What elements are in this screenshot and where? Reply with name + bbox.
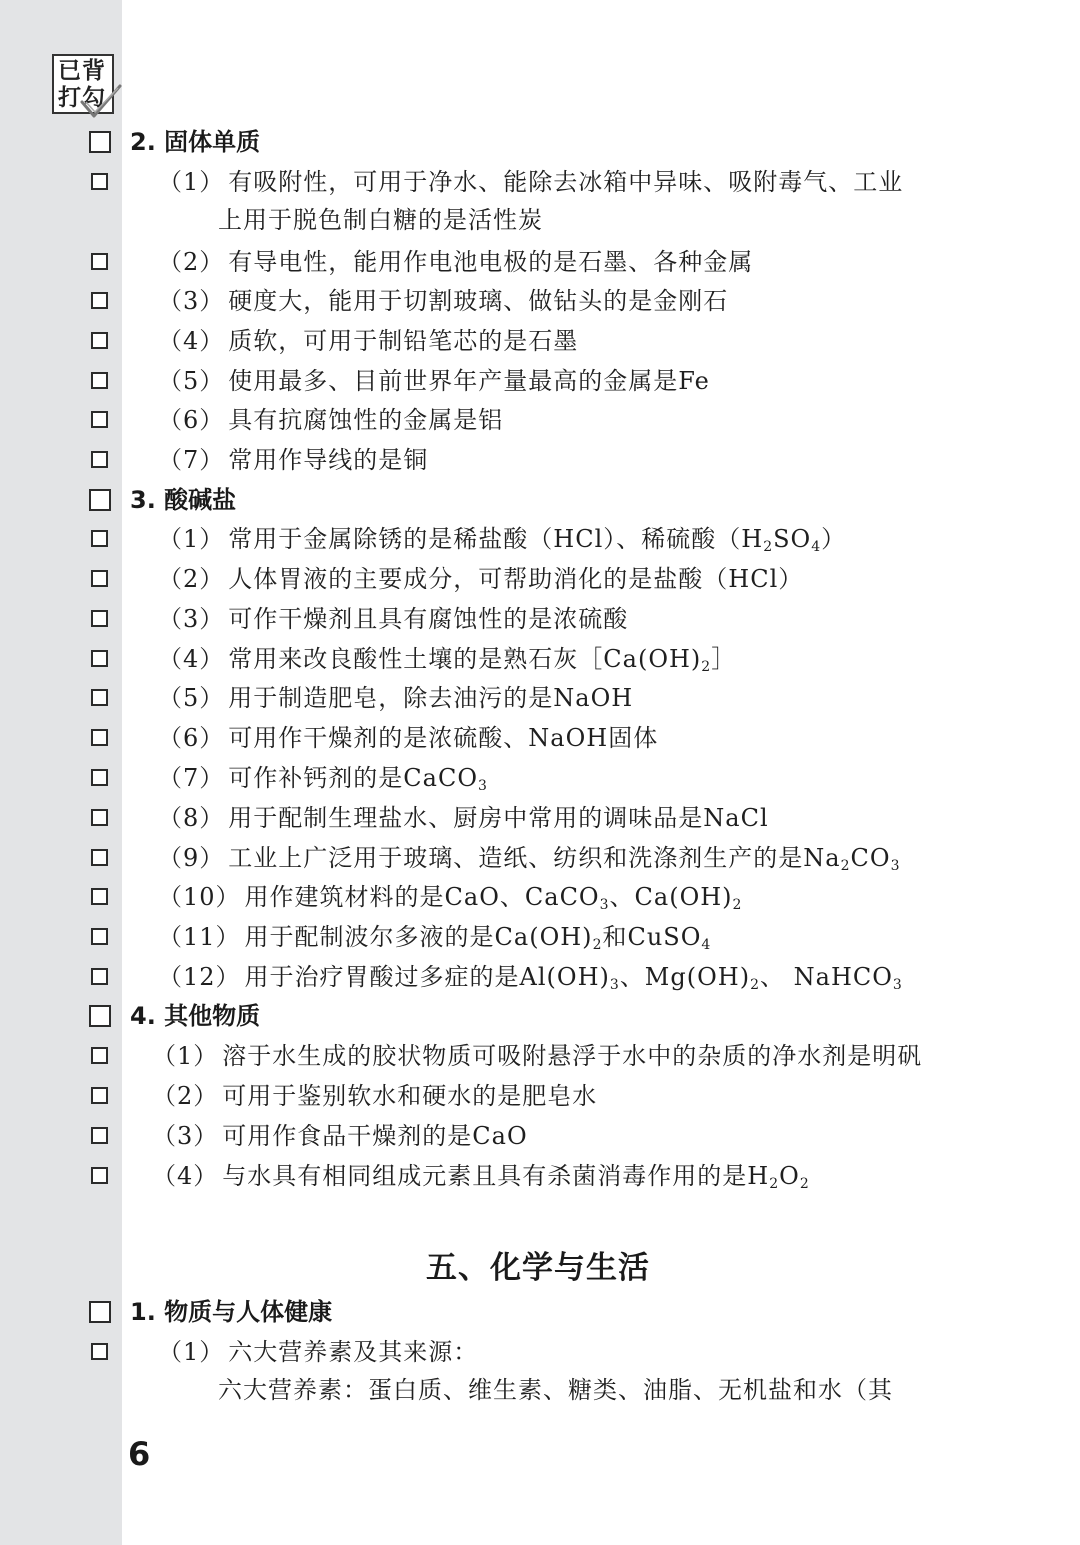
item-body: 可作干燥剂且具有腐蚀性的是浓硫酸 [228,605,629,633]
item-text [158,681,633,715]
checkbox[interactable] [91,610,108,627]
list-item [0,958,1080,998]
item-text [152,1079,597,1113]
item-number: （3） [158,605,225,633]
item-text [152,1119,528,1153]
item-text [158,801,769,835]
checkbox[interactable] [91,888,108,905]
page-number: 6 [128,1435,151,1473]
item-body: 常用于金属除锈的是稀盐酸（HCl）、稀硫酸$(H_2SO_4)$ [228,525,847,555]
item-text [158,562,803,596]
list-item [0,1037,1080,1077]
checkbox[interactable] [91,928,108,945]
badge-line-1: 已背 [58,58,106,84]
item-number: （1） [158,525,225,553]
item-body: 硬度大，能用于切割玻璃、做钻头的是金刚石 [228,287,729,315]
item-body: 可作补钙剂的是CaCO$_3$ [228,764,488,794]
item-number: （9） [158,844,225,872]
list-item [0,878,1080,918]
section-heading-row [0,123,1080,163]
item-number: （7） [158,446,225,474]
item-number: （1） [158,1338,225,1366]
item-number: （1） [152,1042,219,1070]
checkbox[interactable] [91,650,108,667]
checkbox[interactable] [91,570,108,587]
item-body: 具有抗腐蚀性的金属是铝 [228,406,504,434]
checkbox[interactable] [89,1301,111,1323]
item-body: 人体胃液的主要成分，可帮助消化的是盐酸（HCl） [228,565,804,593]
list-item [0,441,1080,481]
item-body: 六大营养素及其来源： [228,1338,479,1366]
item-text [158,165,903,199]
checkbox[interactable] [91,1087,108,1104]
checkbox[interactable] [89,1005,111,1027]
item-number: （8） [158,804,225,832]
item-number: （12） [158,963,241,991]
checkbox[interactable] [91,530,108,547]
list-item [0,679,1080,719]
item-body: 用于治疗胃酸过多症的是$Al(OH)_3$、$Mg(OH)_2$、 NaHCO$_3$ [244,963,903,993]
item-text [158,245,753,279]
item-number: （2） [158,248,225,276]
item-number: （11） [158,923,241,951]
item-text [158,324,578,358]
item-body: 常用作导线的是铜 [228,446,429,474]
checkbox[interactable] [91,372,108,389]
section-heading-row [0,1293,1080,1333]
checkbox[interactable] [91,332,108,349]
item-text [152,1159,810,1193]
checkbox[interactable] [91,451,108,468]
item-number: （5） [158,367,225,395]
checkbox[interactable] [91,849,108,866]
checkbox[interactable] [91,173,108,190]
item-body: 用作建筑材料的是CaO、CaCO$_3$、$Ca(OH)_2$ [244,883,743,913]
item-body: 与水具有相同组成元素且具有杀菌消毒作用的是$H_2O_2$ [222,1162,810,1192]
item-text [158,443,428,477]
checkbox[interactable] [89,489,111,511]
item-number: （4） [158,327,225,355]
chapter-title-text: 五、化学与生活 [426,1250,650,1286]
item-text [158,403,503,437]
list-item [0,1117,1080,1157]
list-item [0,560,1080,600]
item-body: 用于制造肥皂，除去油污的是NaOH [228,684,634,712]
item-number: （6） [158,724,225,752]
item-text [158,761,488,795]
checkbox[interactable] [91,1047,108,1064]
list-item [0,839,1080,879]
item-body: 有导电性，能用作电池电极的是石墨、各种金属 [228,248,754,276]
item-body: 工业上广泛用于玻璃、造纸、纺织和洗涤剂生产的是$Na_2CO_3$ [228,844,901,874]
list-item [0,918,1080,958]
item-body: 质软，可用于制铅笔芯的是石墨 [228,327,579,355]
item-text [158,1335,478,1369]
list-item [0,282,1080,322]
checkbox[interactable] [91,1167,108,1184]
item-body: 常用来改良酸性土壤的是熟石灰$[Ca(OH)_2]$ [228,645,737,675]
checkbox[interactable] [91,411,108,428]
list-item [0,520,1080,560]
item-number: （10） [158,883,241,911]
list-item [0,600,1080,640]
checkbox[interactable] [91,968,108,985]
item-text [158,284,728,318]
item-body: 可用作干燥剂的是浓硫酸、NaOH固体 [228,724,659,752]
checkbox[interactable] [91,292,108,309]
item-continuation: 上用于脱色制白糖的是活性炭 [218,206,543,234]
list-item [0,759,1080,799]
item-number: （2） [152,1082,219,1110]
list-item [0,243,1080,283]
list-item [0,1333,1080,1373]
checkbox[interactable] [91,729,108,746]
section-heading-row [0,997,1080,1037]
item-body: 可用作食品干燥剂的是CaO [222,1122,528,1150]
section-heading-row [0,481,1080,521]
list-item [0,362,1080,402]
checkbox[interactable] [91,1343,108,1360]
item-number: （1） [158,168,225,196]
list-item [0,719,1080,759]
item-body: 有吸附性，可用于净水、能除去冰箱中异味、吸附毒气、工业 [228,168,904,196]
list-item [0,401,1080,441]
section-heading: 2. 固体单质 [130,128,261,156]
item-continuation: 六大营养素：蛋白质、维生素、糖类、油脂、无机盐和水（其 [218,1376,893,1404]
list-item [0,163,1080,203]
item-number: （3） [152,1122,219,1150]
item-number: （3） [158,287,225,315]
item-text [158,841,900,875]
item-text [158,364,710,398]
item-number: （2） [158,565,225,593]
section-heading: 3. 酸碱盐 [130,486,237,514]
item-text [158,721,658,755]
item-body: 溶于水生成的胶状物质可吸附悬浮于水中的杂质的净水剂是明矾 [222,1042,923,1070]
list-item [0,1157,1080,1197]
checkbox[interactable] [91,809,108,826]
item-text [152,1039,922,1073]
item-body: 使用最多、目前世界年产量最高的金属是Fe [228,367,710,395]
item-body: 用于配制生理盐水、厨房中常用的调味品是NaCl [228,804,769,832]
checkmark-icon [80,84,124,124]
item-text [158,880,742,914]
list-item [0,799,1080,839]
checkbox[interactable] [91,769,108,786]
item-text [158,602,628,636]
section-heading: 4. 其他物质 [130,1002,261,1030]
item-text [158,960,903,994]
chapter-title [0,1248,1080,1288]
list-item [0,640,1080,680]
item-body: 用于配制波尔多液的是$Ca(OH)_2$和CuSO$_4$ [244,923,712,953]
item-number: （4） [158,645,225,673]
list-item [0,1077,1080,1117]
item-body: 可用于鉴别软水和硬水的是肥皂水 [222,1082,598,1110]
checkbox[interactable] [91,1127,108,1144]
checkbox[interactable] [89,131,111,153]
item-number: （4） [152,1162,219,1190]
checkbox[interactable] [91,689,108,706]
item-number: （7） [158,764,225,792]
list-item [0,322,1080,362]
item-text [158,642,736,676]
item-text [158,920,711,954]
checkbox[interactable] [91,253,108,270]
item-text [158,522,846,556]
item-number: （6） [158,406,225,434]
item-number: （5） [158,684,225,712]
section-heading: 1. 物质与人体健康 [130,1298,333,1326]
badge-line-2: 打勾 [58,85,106,111]
